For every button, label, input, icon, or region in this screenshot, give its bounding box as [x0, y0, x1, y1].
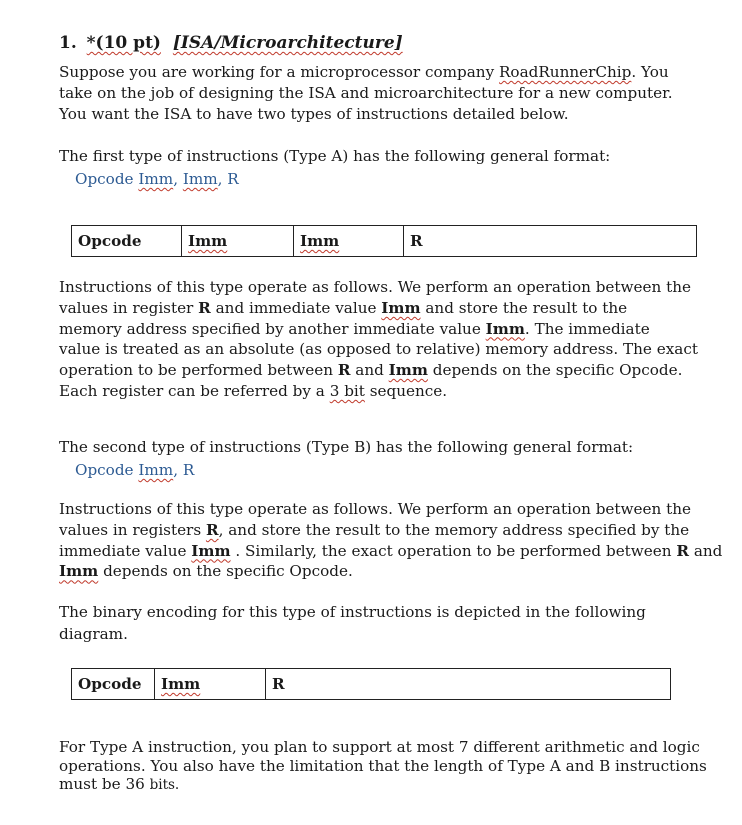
type-b-encoding-table	[71, 668, 671, 700]
encoding-intro-line: diagram.	[59, 625, 128, 643]
type-b-line: immediate value Imm . Similarly, the exact operation to be performed between R and	[59, 541, 723, 560]
type-b-field-r: R	[266, 669, 671, 700]
type-b-description	[59, 499, 722, 582]
intro-paragraph	[59, 62, 673, 124]
type-a-format: Opcode Imm, Imm, R	[75, 170, 239, 188]
type-a-line: memory address specified by another immediate value Imm. The immediate	[59, 319, 650, 338]
type-a-field-imm: Imm	[182, 226, 294, 257]
type-b-line: values in registers R, and store the result to the memory address specified by the	[59, 520, 690, 539]
type-a-description	[59, 277, 698, 402]
type-a-field-imm: Imm	[294, 226, 404, 257]
question-points: *(10 pt)	[86, 33, 161, 53]
closing-line: operations. You also have the limitation that the length of Type A and B instructions	[59, 756, 707, 775]
question-number: 1.	[59, 33, 77, 53]
type-a-line: Each register can be referred by a 3 bit sequence.	[59, 381, 448, 400]
encoding-intro-line: The binary encoding for this type of instructions is depicted in the following	[59, 603, 646, 621]
type-b-field-imm: Imm	[155, 669, 266, 700]
type-a-line: operation to be performed between R and Imm depends on the specific Opcode.	[59, 361, 683, 380]
type-a-field-opcode: Opcode	[72, 226, 182, 257]
intro-line: You want the ISA to have two types of instructions detailed below.	[59, 104, 569, 123]
type-a-line: value is treated as an absolute (as opposed to relative) memory address. The exact	[59, 340, 698, 359]
type-a-field-r: R	[404, 226, 697, 257]
closing-paragraph	[59, 738, 707, 795]
type-b-line: Instructions of this type operate as follows. We perform an operation between the	[59, 500, 691, 518]
type-a-intro: The first type of instructions (Type A) has the following general format:	[59, 147, 611, 165]
type-a-encoding-table	[71, 225, 697, 257]
question-heading	[59, 33, 403, 53]
intro-line: Suppose you are working for a microprocessor company RoadRunnerChip. You	[59, 63, 669, 81]
question-topic: [ISA/Microarchitecture]	[172, 33, 403, 53]
type-a-line: values in register R and immediate value Imm and store the result to the	[59, 298, 628, 317]
type-b-encoding-intro	[59, 601, 646, 645]
closing-line: must be 36 bits.	[59, 775, 180, 793]
intro-line: take on the job of designing the ISA and microarchitecture for a new computer.	[59, 83, 673, 102]
type-b-field-opcode: Opcode	[72, 669, 155, 700]
type-b-intro: The second type of instructions (Type B) has the following general format:	[59, 438, 634, 456]
type-b-line: Imm depends on the specific Opcode.	[59, 562, 353, 581]
type-a-line: Instructions of this type operate as follows. We perform an operation between the	[59, 278, 691, 296]
closing-line: For Type A instruction, you plan to support at most 7 different arithmetic and logic	[59, 738, 700, 756]
type-b-format: Opcode Imm, R	[75, 461, 195, 479]
